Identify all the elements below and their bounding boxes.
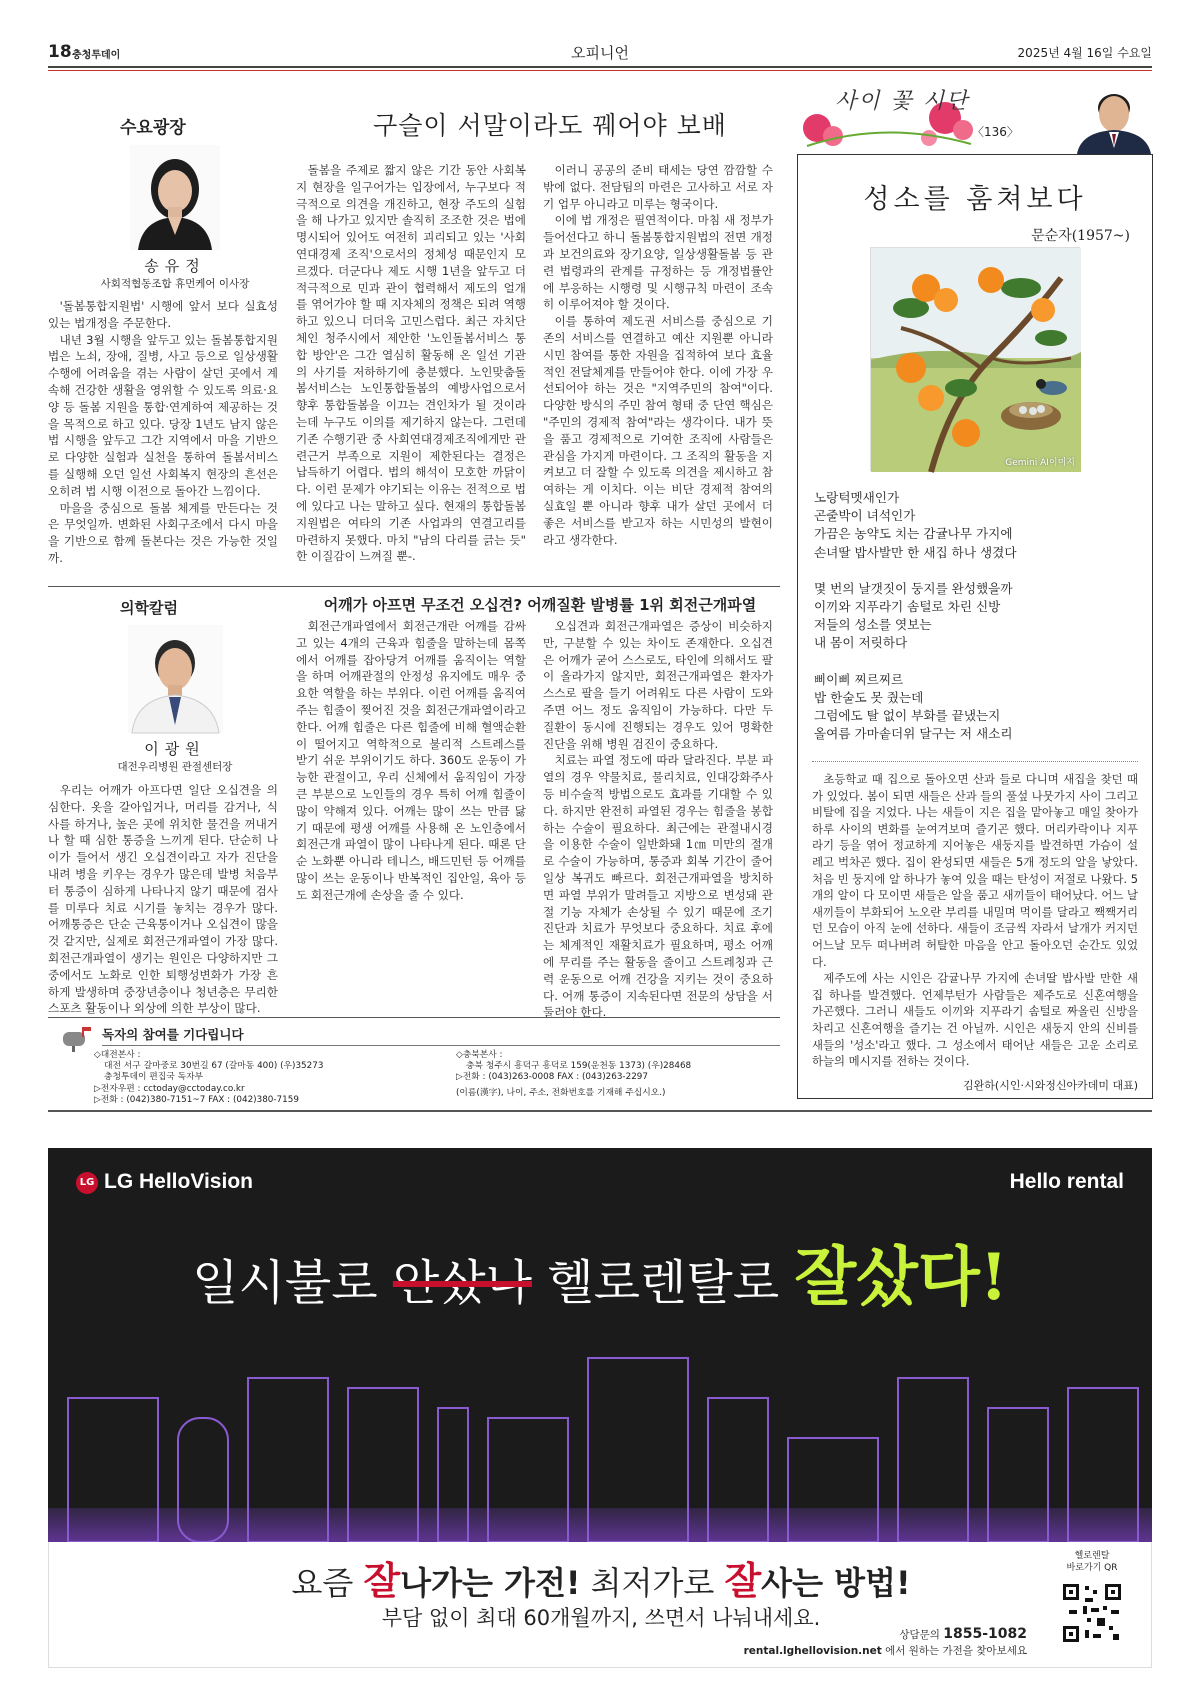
- column2-text-col2: 회전근개파열에서 회전근개란 어깨를 감싸고 있는 4개의 근육과 힘줄을 말하는데 몸쪽에서 어깨를 잡아당겨 어깨를 움직이는 역할을 하며 어깨관절의 안정성 유지에도 매우 중요한 역할을 하는 부위다. 이런 어깨를 움직여주는 힘줄이 찢어진 것을 회전근개파열이라고 한다. 어깨 힘줄은 다른 힘줄에 비해 혈액순환이 떨어지고 역학적으로 불리적 스트레스를 받기 쉬운 부위이기도 하다. 360도 운동이 가능한 관절이고, 우리 신체에서 움직임이 가장 큰 부분으로 노인들의 경우 특히 어깨 힘줄이 많이 약해져 있다. 어깨는 많이 쓰는 만큼 닳기 때문에 평생 어깨를 사용해 온 노인층에서 회전근개 파열이 많이 나타나게 된다. 때론 단순 노화뿐 아니라 테니스, 배드민턴 등 어깨를 많이 쓰는 운동이나 반복적인 집안일, 육아 등도 회전근개에 손상을 줄 수 있다.: [296, 619, 526, 902]
- author-name: 이광원: [144, 740, 206, 758]
- page-number: 18: [48, 42, 72, 62]
- poem-series-number: 〈136〉: [972, 125, 1019, 139]
- poem-stanza: 몇 번의 날갯짓이 둥지를 완성했을까 이끼와 지푸라기 솜털로 차린 신방 저들의 성소를 엿보는 내 몸이 저릿하다: [814, 580, 1013, 651]
- ad-line1: 요즘 잘나가는 가전! 최저가로 잘사는 방법!: [291, 1559, 911, 1603]
- lg-logo-icon: LG: [76, 1172, 98, 1194]
- reader-box: [48, 1017, 780, 1105]
- page-divider: [48, 1110, 1152, 1112]
- column1-text-col3: 이러니 공공의 준비 태세는 당연 깜깜할 수밖에 없다. 전담팀의 마련은 고사하고 서로 자기 업무 아니라고 미루는 형국이다. 이에 법 개정은 필연적이다. 마침 새 정부가 들어선다고 하니 돌봄통합지원법의 전면 개정과 보건의료와 장기요양, 일상생활돌봄 등 관련 법령과의 관계를 규정하는 등 개정법률안에 부응하는 시행령 및 시행규칙 마련이 조속히 이루어져야 할 것이다. 이를 통하여 제도권 서비스를 중심으로 기존의 서비스를 연결하고 예산 지원뿐 아니라 시민 참여를 통한 자원을 집적하여 보다 효율적인 전달체계를 만들어야 한다. 이에 가장 우선되어야 하는 것은 "지역주민의 참여"이다. 다양한 방식의 주민 참여 형태 중 단연 핵심은 "주민의 경제적 참여"라는 생각이다. 내가 뜻을 품고 경제적으로 기여한 조직에 사람들은 관심을 가지게 마련이다. 그 조직의 활동을 지켜보고 더 잘할 수 있도록 의견을 제시하고 참여하는 게 이치다. 이는 비단 경제적 참여의 실효일 뿐 아니라 향후 내가 살던 곳에서 더 좋은 서비스를 받고자 하는 시민성의 발현이라고 생각한다.: [543, 163, 773, 547]
- column-label: 수요광장: [120, 118, 186, 138]
- header-rule-red: [48, 70, 1152, 71]
- image-credit: Gemini AI이미지: [1005, 458, 1075, 468]
- column-headline: 구슬이 서말이라도 꿰어야 보배: [373, 111, 727, 140]
- paper-name: 충청투데이: [72, 50, 121, 61]
- ad-banner: [48, 1148, 1152, 1542]
- brand-name: LG HelloVision: [104, 1170, 253, 1193]
- ad-phone: 1855-1082: [943, 1626, 1027, 1642]
- commentator-name: 김완하(시인·시와정신아카데미 대표): [963, 1079, 1138, 1092]
- column1-text-col1: '돌봄통합지원법' 시행에 앞서 보다 실효성 있는 법개정을 주문한다. 내년 3월 시행을 앞두고 있는 돌봄통합지원법은 노쇠, 장애, 질병, 사고 등으로 일상생활 수행에 어려움을 겪는 사람이 살던 곳에서 계속해 건강한 생활을 영위할 수 있도록 의료·요양 등 돌봄 지원을 통합·연계하여 제공하는 것을 목적으로 하고 있다. 당장 1년도 남지 않은 법 시행을 앞두고 그간 지역에서 마을 기반으로 다양한 실험과 실천을 통하여 돌봄서비스를 실행해 오던 일선 사회복지 현장의 흔선은 오히려 법 시행 이전으로 돌아간 느낌이다. 마을을 중심으로 돌봄 체계를 만든다는 것은 무엇일까. 변화된 사회구조에서 다시 마을을 기반으로 함께 돌본다는 것은 가능한 것일까.: [48, 299, 278, 565]
- poem-title: 성소를 훔쳐보다: [863, 184, 1087, 215]
- poem-stanza: 노랑턱멧새인가 곤줄박이 녀석인가 가끔은 농약도 치는 감귤나무 가지에 손녀딸 밥사발만 한 새집 하나 생겼다: [814, 490, 1017, 560]
- poem-box: [797, 154, 1153, 1099]
- reader-box-rule: [102, 1045, 780, 1046]
- section-divider: [48, 586, 780, 587]
- author-photo: [128, 625, 223, 733]
- qr-code-icon[interactable]: [1061, 1582, 1123, 1644]
- section-name: 오피니언: [571, 44, 629, 62]
- poem-commentary: 초등학교 때 집으로 돌아오면 산과 들로 다니며 새집을 찾던 때가 있었다. 봄이 되면 새들은 산과 들의 풀섶 나뭇가지 사이 그리고 비탈에 집을 지었다. 나는 새들이 지은 집을 맡아놓고 매일 찾아가 하루 사이의 변화를 눈여겨보며 즐기곤 했다. 머리카락이나 지푸라기 등을 엮어 정교하게 지어놓은 새둥지를 발견하면 가슴이 설레고 벅차곤 했다. 집이 완성되면 새들은 5개 정도의 알을 낳았다. 처음 빈 둥지에 알 하나가 놓여 있을 때는 탄성이 저절로 나왔다. 5개의 알이 다 모이면 새들은 알을 품고 새끼들이 태어났다. 어느 날 새끼들이 부화되어 노오란 부리를 내밀며 먹이를 달라고 짹짹거리던 모습이 아직 눈에 선하다. 새들이 조금씩 자라서 날개가 커지던 어느날 모두 떠나버려 허탈한 마음을 안고 돌아오던 순간도 있었다. 제주도에 사는 시인은 감귤나무 가지에 손녀딸 밥사발 만한 새집 하나를 발견했다. 언제부턴가 사람들은 제주도로 신혼여행을 가곤했다. 그러니 새들도 이끼와 지푸라기 솜털로 짜올린 신방을 차리고 신혼여행을 즐기는 건 아닐까. 시인은 새둥지 안의 신비를 새들의 '성소'라고 했다. 그 성소에서 태어난 새들은 고운 소리로 하늘의 메시지를 전하는 것이다.: [812, 772, 1139, 1069]
- author-photo: [130, 145, 220, 250]
- ad-site: rental.lghellovision.net: [743, 1645, 882, 1657]
- commentator-photo: [1075, 86, 1153, 154]
- slogan-part3: 잘샀다!: [794, 1240, 1008, 1315]
- poem-divider: [812, 761, 1138, 762]
- poem-body: [814, 489, 1144, 743]
- appliance-lineup-icon: [48, 1358, 1152, 1542]
- slogan-part2: 헬로렌탈로: [547, 1255, 780, 1311]
- issue-date: 2025년 4월 16일 수요일: [1017, 46, 1152, 60]
- column-label: 의학칼럼: [120, 599, 178, 617]
- slogan-part1: 일시불로: [192, 1255, 378, 1311]
- mailbox-icon: [60, 1024, 94, 1052]
- header-rule: [48, 66, 1152, 68]
- reader-box-title: 독자의 참여를 기다립니다: [102, 1027, 244, 1042]
- author-title: 대전우리병원 관절센터장: [117, 761, 233, 773]
- slogan-struck: 안샀나: [392, 1255, 532, 1311]
- service-name: Hello rental: [1009, 1170, 1124, 1193]
- ad-slogan: [48, 1226, 1152, 1318]
- daejeon-address: ◇대전본사 : 대전 서구 갈마중로 30번길 67 (갈마동 400) (우)35273 충청투데이 편집국 독자부 ▷전자우편 : cctoday@cctoday.co.kr ▷전화 : (042)380-7151~7 FAX : (042)380-7159: [94, 1050, 324, 1105]
- column1-text-col2: 돌봄을 주제로 짧지 않은 기간 동안 사회복지 현장을 일구어가는 입장에서, 누구보다 적극적으로 의견을 개진하고, 현장 주도의 실험을 해 나가고 있지만 솔직히 조조한 것은 법에 명시되어 있어도 여전히 괴리되고 있는 '사회연대경제 조직'으로서의 정체성 때문인지 모르겠다. 더군다나 제도 시행 1년을 앞두고 더 적극적으로 민과 관이 협력해서 제도의 얼개를 엮어가야 할 때 지자체의 정책은 되려 역행하고 있으니 더더욱 고민스럽다. 최근 자치단체인 청주시에서 제안한 '노인돌봄서비스 통합 방안'은 그간 열심히 활동해 온 일선 기관의 사기를 저하하기에 충분했다. 노인맞춤돌봄서비스는 노인통합돌봄의 예방사업으로서 향후 통합돌봄을 이끄는 견인차가 될 것이라는데 누구도 이의를 제기하지 않는다. 그런데 기존 수행기관 중 사회연대경제조직에게만 관련근거 부족으로 지원이 제한된다는 결정은 납득하기 어렵다. 법의 해석이 모호한 까닭이다. 이런 문제가 야기되는 이유는 전적으로 법에 있다고 나는 말하고 싶다. 현재의 통합돌봄지원법은 여타의 기존 사업과의 연결고리를 마련하지 못했다. 마치 "남의 다리를 긁는 듯" 한 이질감이 느껴질 뿐-.: [296, 163, 526, 564]
- column2-text-col3: 오십견과 회전근개파열은 증상이 비슷하지만, 구분할 수 있는 차이도 존재한다. 오십견은 어깨가 굳어 스스로도, 타인에 의해서도 팔이 올라가지 않지만, 회전근개파열은 환자가 스스로 팔을 들기 어려워도 다른 사람이 도와주면 어느 정도 움직임이 가능하다. 다만 두 질환이 동시에 진행되는 경우도 있어 명확한 진단을 위해 병원 검진이 중요하다. 치료는 파열 정도에 따라 달라진다. 부분 파열의 경우 약물치료, 물리치료, 인대강화주사 등 비수술적 방법으로도 효과를 기대할 수 있다. 하지만 완전히 파열된 경우는 힘줄을 봉합하는 수술이 필요하다. 최근에는 관절내시경을 이용한 수술이 일반화돼 1㎝ 미만의 절개로 수술이 가능하며, 통증과 회복 기간이 줄어 일상 복귀도 빠르다. 회전근개파열을 방치하면 파열 부위가 말려들고 지방으로 변성돼 관절 기능 자체가 손상될 수 있기 때문에 조기 진단과 치료가 무엇보다 중요하다. 치료 후에는 체계적인 재활치료가 필요하며, 평소 어깨에 무리를 주는 활동을 줄이고 스트레칭과 근력 운동으로 어깨 건강을 지키는 것이 중요하다. 어깨 통증이 지속된다면 전문의 상담을 서둘러야 한다.: [543, 619, 773, 1020]
- poem-corner-logo: [795, 80, 975, 152]
- poem-author: 문순자(1957~): [1031, 228, 1130, 244]
- poem-corner-title: 사이 꽃 시단: [835, 89, 970, 114]
- ad-contact: 상담문의 1855-1082 rental.lghellovision.net 에서 원하는 가전을 찾아보세요: [743, 1626, 1027, 1657]
- ad-line2: 부담 없이 최대 60개월까지, 쓰면서 나눠내세요.: [381, 1606, 821, 1630]
- column-headline: 어깨가 아프면 무조건 오십견? 어깨질환 발병률 1위 회전근개파열: [323, 596, 757, 614]
- ad-copy-panel: [48, 1542, 1152, 1668]
- column2-text-col1: 우리는 어깨가 아프다면 일단 오십견을 의심한다. 옷을 갈아입거나, 머리를 감거나, 식사를 하거나, 높은 곳에 위치한 물건을 꺼내거나 할 때 심한 통증을 느끼게 된다. 단순히 나이가 들어서 생긴 오십견이라고 자가 진단을 내려 병을 키우는 경우가 많은데 발병 처음부터 통증이 심하게 나타나지 않기 때문에 검사를 미루다 치료 시기를 놓치는 경우가 많다. 어깨통증은 단순 근육통이거나 오십견이 많을 것 같지만, 실제로 회전근개파열이 가장 많다. 회전근개파열이 생기는 원인은 다양하지만 그중에서도 노화로 인한 퇴행성변화가 가장 흔하게 발생하며 중장년층이나 청년층은 무리한 스포츠 활동이나 외상에 의한 부상이 많다.: [48, 783, 278, 1016]
- qr-label: 헬로렌탈 바로가기 QR: [1066, 1551, 1118, 1573]
- poem-illustration: [870, 247, 1080, 471]
- author-name: 송유정: [144, 257, 206, 275]
- author-title: 사회적협동조합 휴먼케어 이사장: [100, 278, 250, 290]
- chungbuk-address: ◇충북본사 : 충북 청주시 흥덕구 흥덕로 159(운천동 1373) (우)28468 ▷전화 : (043)263-0008 FAX : (043)263-2297 (이름(漢字), 나이, 주소, 전화번호를 기재해 주십시오.): [456, 1050, 692, 1098]
- poem-stanza: 삐이삐 찌르찌르 밥 한술도 못 줬는데 그럼에도 탈 없이 부화를 끝냈는지 올여름 가마솥더위 달구는 저 새소리: [814, 671, 1013, 742]
